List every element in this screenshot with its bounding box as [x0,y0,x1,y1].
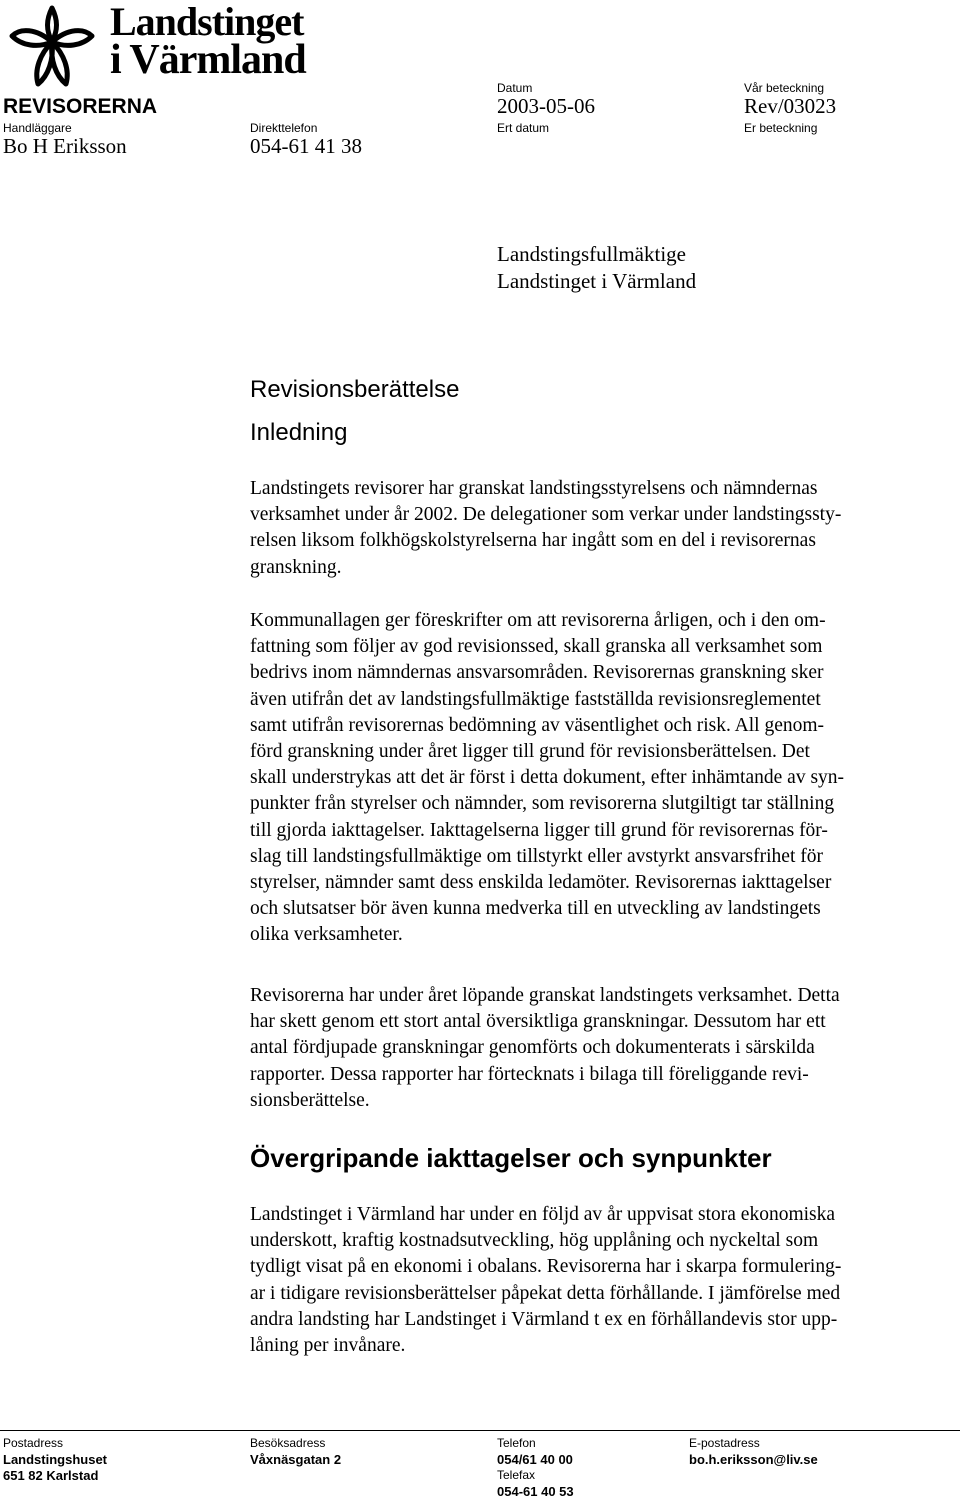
paragraph-line: Landstinget i Värmland har under en följd av år uppvisat stora ekonomiska [250,1204,836,1225]
postadress-line2: 651 82 Karlstad [3,1468,99,1483]
postadress-label: Postadress [3,1436,64,1450]
paragraph-line: och slutsatser bör även kunna medverka till en utveckling av landstingets [250,898,821,920]
paragraph-line: Revisorerna har under året löpande granskat landstingets verksamhet. Detta [250,985,840,1006]
department-name: REVISORERNA [3,95,158,118]
telefax-value: 054-61 40 53 [497,1484,574,1499]
paragraph-line: Kommunallagen ger föreskrifter om att revisorerna årligen, och i den om- [250,610,826,631]
section-heading-inledning: Inledning [250,419,348,446]
recipient-line2: Landstinget i Värmland [497,269,697,293]
paragraph-line: rapporter. Dessa rapporter har förtecknats i bilaga till föreliggande revi- [250,1063,809,1085]
paragraph-line: fattning som följer av god revisionssed, skall granska all verksamhet som [250,636,823,658]
paragraph-line: olika verksamheter. [250,924,403,946]
telefon-label: Telefon [497,1436,536,1450]
paragraph-line: punkter från styrelser och nämnder, som revisorerna slutgiltigt tar ställning [250,793,835,815]
paragraph-line: bedrivs inom nämndernas ansvarsområden. Revisorernas granskning sker [250,662,824,684]
datum-value: 2003-05-06 [497,94,595,118]
paragraph-line: ar i tidigare revisionsberättelser påpekat detta förhållande. I jämförelse med [250,1282,841,1304]
paragraph-2 [250,608,950,949]
paragraph-3 [250,983,950,1114]
paragraph-line: sionsberättelse. [250,1089,370,1111]
paragraph-line: samt utifrån revisorernas bedömning av väsentlighet och risk. All genom- [250,714,825,736]
document-title: Revisionsberättelse [250,376,460,403]
besoksadress-label: Besöksadress [250,1436,326,1450]
paragraph-line: styrelser, nämnder samt dess enskilda ledamöter. Revisorernas iakttagelser [250,872,832,894]
paragraph-line: tydligt visat på en ekonomi i obalans. Revisorerna har i skarpa formulering- [250,1256,842,1278]
recipient-line1: Landstingsfullmäktige [497,242,686,266]
ert-datum-label: Ert datum [497,121,550,135]
paragraph-1 [250,476,950,581]
paragraph-line: skall understrykas att det är först i detta dokument, efter inhämtande av syn- [250,767,845,789]
paragraph-line: antal fördjupade granskningar genomförts och dokumenterats i särskilda [250,1037,815,1059]
paragraph-line: andra landsting har Landstinget i Värmland t ex en förhållandevis stor upp- [250,1308,838,1330]
section-heading-overgripande: Övergripande iakttagelser och synpunkter [250,1143,772,1173]
epost-label: E-postadress [689,1436,760,1450]
paragraph-line: förd granskning under året ligger till grund för revisionsberättelsen. Det [250,741,810,763]
var-beteckning-label: Vår beteckning [744,81,825,95]
logo-text-line2: i Värmland [110,37,306,83]
telefax-label: Telefax [497,1468,536,1482]
er-beteckning-label: Er beteckning [744,121,818,135]
postadress-line1: Landstingshuset [3,1452,108,1467]
leaf-flower-icon [6,2,98,90]
paragraph-line: granskning. [250,556,342,578]
direkttelefon-label: Direkttelefon [250,121,318,135]
besoksadress-value: Våxnäsgatan 2 [250,1452,342,1467]
paragraph-line: även utifrån det av landstingsfullmäktige fastställda revisionsreglementet [250,688,821,710]
direkttelefon-value: 054-61 41 38 [250,134,362,158]
logo-text-line1: Landstinget [110,0,304,44]
epost-value[interactable]: bo.h.eriksson@liv.se [689,1452,818,1467]
handlaggare-label: Handläggare [3,121,72,135]
landstinget-logo [6,2,336,90]
paragraph-line: låning per invånare. [250,1335,406,1357]
paragraph-line: verksamhet under år 2002. De delegationer som verkar under landstingssty- [250,504,842,526]
datum-label: Datum [497,81,533,95]
telefon-value: 054/61 40 00 [497,1452,573,1467]
paragraph-line: har skett genom ett stort antal översiktliga granskningar. Dessutom har ett [250,1011,826,1033]
paragraph-line: slag till landstingsfullmäktige om tillstyrkt eller avstyrkt ansvarsfrihet för [250,845,823,867]
var-beteckning-value: Rev/03023 [744,94,837,118]
paragraph-line: relsen liksom folkhögskolstyrelserna har ingått som en del i revisorernas [250,530,816,552]
footer-divider [0,1430,960,1431]
handlaggare-value: Bo H Eriksson [3,134,127,158]
paragraph-line: till gjorda iakttagelser. Iakttagelserna ligger till grund för revisorernas för- [250,819,828,841]
paragraph-line: underskott, kraftig kostnadsutveckling, hög upplåning och nyckeltal som [250,1230,819,1252]
paragraph-4 [250,1202,950,1359]
paragraph-line: Landstingets revisorer har granskat landstingsstyrelsens och nämndernas [250,478,818,499]
